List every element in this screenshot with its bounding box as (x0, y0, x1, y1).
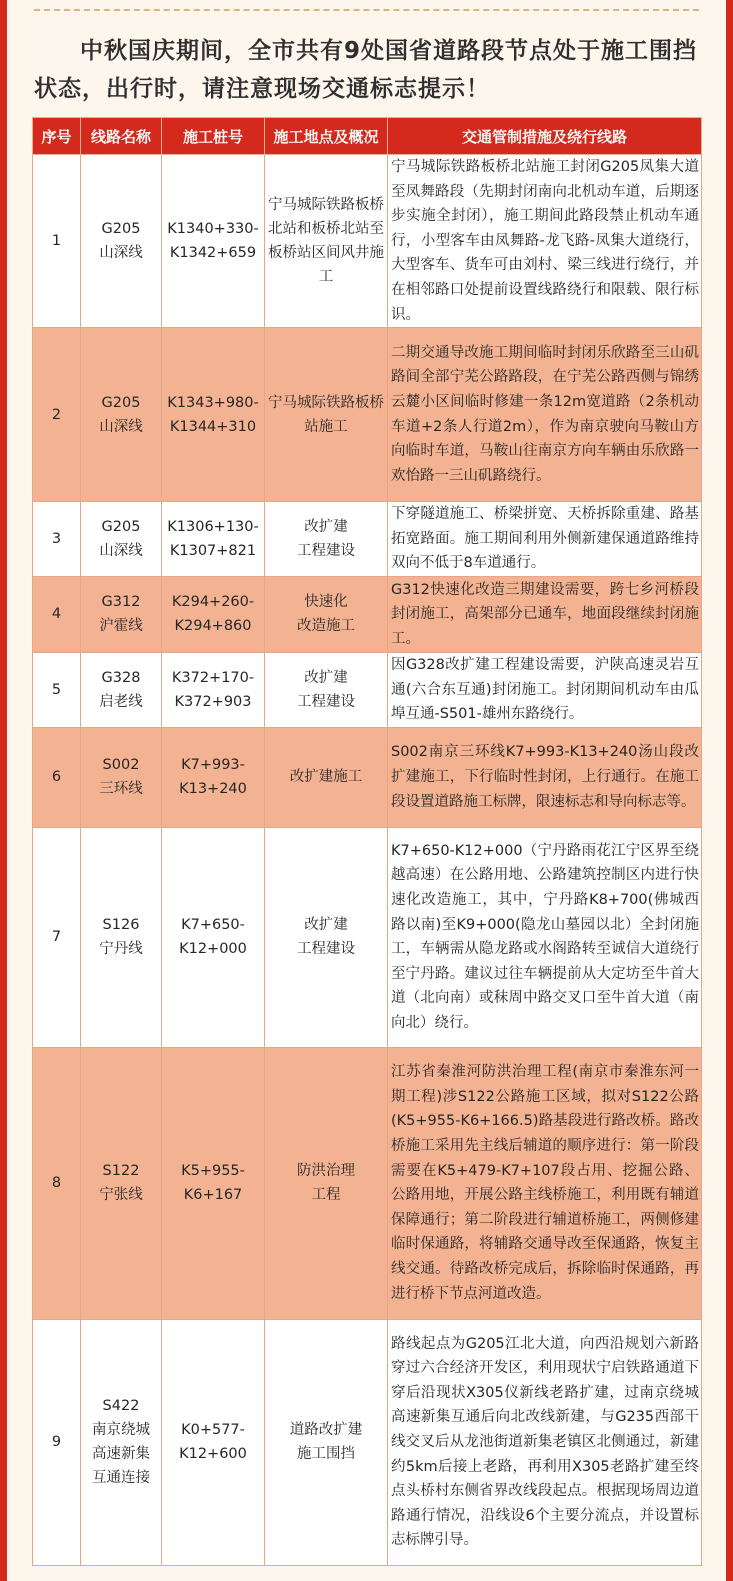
cell-route: S002 三环线 (81, 727, 162, 827)
cell-measures: 宁马城际铁路板桥北站施工封闭G205凤集大道至凤舞路段（先期封闭南向北机动车道，后期逐步实施全封闭），施工期间此路段禁止机动车通行，小型客车由凤舞路-龙飞路-凤集大道绕行，大型客车、货车可由刘村、梁三线进行绕行，并在相邻路口处提前设置线路绕行和限载、限行标识。 (388, 155, 702, 328)
table-header-row (33, 118, 702, 155)
table-row (33, 727, 702, 827)
cell-route: S122 宁张线 (81, 1047, 162, 1319)
cell-site: 改扩建 工程建设 (265, 827, 388, 1047)
table-row (33, 827, 702, 1047)
cell-stake: K7+650- K12+000 (162, 827, 265, 1047)
right-border (726, 0, 733, 1581)
table-row (33, 155, 702, 328)
cell-stake: K1343+980- K1344+310 (162, 328, 265, 502)
cell-measures: 下穿隧道施工、桥梁拼宽、天桥拆除重建、路基拓宽路面。施工期间利用外侧新建保通道路维持双向不低于8车道通行。 (388, 502, 702, 577)
cell-no: 7 (33, 827, 81, 1047)
cell-route: G205 山深线 (81, 328, 162, 502)
cell-route: S126 宁丹线 (81, 827, 162, 1047)
cell-no: 1 (33, 155, 81, 328)
cell-measures: K7+650-K12+000（宁丹路雨花江宁区界至绕越高速）在公路用地、公路建筑控制区内进行快速化改造施工，其中，宁丹路K8+700(佛城西路以南)至K9+000(隐龙山墓园以北）全封闭施工，车辆需从隐龙路或水阁路转至诚信大道绕行至宁丹路。建议过往车辆提前从大定坊至牛首大道（北向南）或秣周中路交叉口至牛首大道（南向北）绕行。 (388, 827, 702, 1047)
cell-site: 防洪治理 工程 (265, 1047, 388, 1319)
header-measures: 交通管制措施及绕行线路 (388, 118, 702, 155)
cell-stake: K7+993- K13+240 (162, 727, 265, 827)
cell-site: 快速化 改造施工 (265, 576, 388, 652)
header-route: 线路名称 (81, 118, 162, 155)
construction-table (32, 117, 702, 1566)
header-stake: 施工桩号 (162, 118, 265, 155)
cell-no: 2 (33, 328, 81, 502)
cell-site: 改扩建 工程建设 (265, 502, 388, 577)
cell-measures: G312快速化改造三期建设需要，跨七乡河桥段封闭施工，高架部分已通车，地面段继续封闭施工。 (388, 576, 702, 652)
table-row (33, 652, 702, 727)
header-no: 序号 (33, 118, 81, 155)
cell-no: 6 (33, 727, 81, 827)
cell-stake: K0+577- K12+600 (162, 1319, 265, 1565)
cell-route: G328 启老线 (81, 652, 162, 727)
cell-route: S422 南京绕城 高速新集 互通连接 (81, 1319, 162, 1565)
cell-route: G205 山深线 (81, 502, 162, 577)
cell-measures: 江苏省秦淮河防洪治理工程(南京市秦淮东河一期工程)涉S122公路施工区域，拟对S122公路(K5+955-K6+166.5)路基段进行路改桥。路改桥施工采用先主线后辅道的顺序进行：第一阶段需要在K5+479-K7+107段占用、挖掘公路、公路用地，开展公路主线桥施工，利用既有辅道保障通行；第二阶段进行辅道桥施工，两侧修建临时保通路，将辅路交通导改至保通路，恢复主线交通。待路改桥完成后，拆除临时保通路，再进行桥下节点河道改造。 (388, 1047, 702, 1319)
cell-no: 9 (33, 1319, 81, 1565)
cell-route: G312 沪霍线 (81, 576, 162, 652)
table-row (33, 328, 702, 502)
cell-route: G205 山深线 (81, 155, 162, 328)
left-border (0, 0, 7, 1581)
table-row (33, 502, 702, 577)
cell-site: 宁马城际铁路板桥北站和板桥北站至板桥站区间风井施工 (265, 155, 388, 328)
cell-site: 道路改扩建 施工围挡 (265, 1319, 388, 1565)
cell-no: 3 (33, 502, 81, 577)
table-row (33, 1319, 702, 1565)
cell-stake: K372+170- K372+903 (162, 652, 265, 727)
cell-stake: K294+260- K294+860 (162, 576, 265, 652)
cell-stake: K1340+330- K1342+659 (162, 155, 265, 328)
cell-no: 8 (33, 1047, 81, 1319)
cell-measures: 二期交通导改施工期间临时封闭乐欣路至三山矶路间全部宁芜公路路段，在宁芜公路西侧与锦绣云麓小区间临时修建一条12m宽道路（2条机动车道+2条人行道2m），作为南京驶向马鞍山方向临时车道，马鞍山往南京方向车辆由乐欣路一欢怡路一三山矶路绕行。 (388, 328, 702, 502)
cell-measures: 路线起点为G205江北大道，向西沿规划六新路穿过六合经济开发区，利用现状宁启铁路通道下穿后沿现状X305仪新线老路扩建，过南京绕城高速新集互通后向北改线新建，与G235西部干线交叉后从龙池街道新集老镇区北侧通过，新建约5km后接上老路，再利用X305老路扩建至终点头桥村东侧省界改线段起点。根据现场周边道路通行情况，沿线设6个主要分流点，并设置标志标牌引导。 (388, 1319, 702, 1565)
intro-notice: 中秋国庆期间，全市共有9处国省道路段节点处于施工围挡状态，出行时，请注意现场交通标志提示！ (34, 38, 698, 102)
cell-site: 改扩建施工 (265, 727, 388, 827)
cell-no: 4 (33, 576, 81, 652)
cell-no: 5 (33, 652, 81, 727)
cell-site: 改扩建 工程建设 (265, 652, 388, 727)
cell-stake: K1306+130- K1307+821 (162, 502, 265, 577)
cell-measures: S002南京三环线K7+993-K13+240汤山段改扩建施工，下行临时性封闭，上行通行。在施工段设置道路施工标牌，限速标志和导向标志等。 (388, 727, 702, 827)
table-row (33, 1047, 702, 1319)
cell-site: 宁马城际铁路板桥站施工 (265, 328, 388, 502)
dashed-divider (34, 9, 699, 11)
header-site: 施工地点及概况 (265, 118, 388, 155)
table-row (33, 576, 702, 652)
cell-measures: 因G328改扩建工程建设需要，沪陕高速灵岩互通(六合东互通)封闭施工。封闭期间机动车由瓜埠互通-S501-雄州东路绕行。 (388, 652, 702, 727)
cell-stake: K5+955- K6+167 (162, 1047, 265, 1319)
